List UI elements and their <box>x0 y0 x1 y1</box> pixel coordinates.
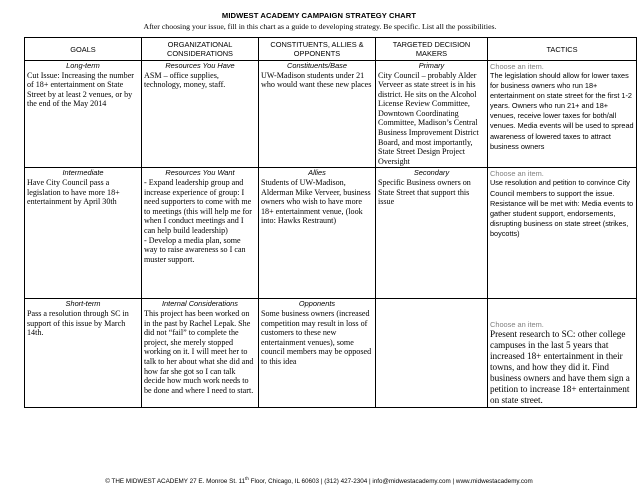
org-label: Internal Considerations <box>161 299 238 309</box>
tactics-text[interactable]: Use resolution and petition to convince City Council members to support the issue. Resistance will be met with: Media events to gather student support, endorsements, disrupting business on state street (strikes, boycotts) <box>490 178 634 238</box>
constituents-label: Allies <box>308 168 326 178</box>
constituents-text[interactable]: Students of UW-Madison, Alderman Mike Verveer, business owners who wish to have more 18+ entertainment venue, (look into: Hawks Restraunt) <box>261 177 371 226</box>
constituents-cell <box>259 61 376 168</box>
goal-label: Long-term <box>66 61 100 70</box>
header-organizational-considerations: ORGANIZATIONAL CONSIDERATIONS <box>142 38 259 61</box>
constituents-text[interactable]: UW-Madison students under 21 who would want these new places <box>261 70 372 90</box>
header-goals: GOALS <box>25 38 142 61</box>
goal-cell <box>25 168 142 299</box>
header-targeted-decision-makers: TARGETED DECISION MAKERS <box>376 38 488 61</box>
constituents-label: Constituents/Base <box>287 61 347 70</box>
tactics-cell <box>488 61 637 168</box>
header-row <box>25 38 637 61</box>
table-row <box>25 168 637 299</box>
org-cell <box>142 61 259 168</box>
org-text[interactable]: ASM – office supplies, technology, money, staff. <box>144 70 226 90</box>
constituents-cell <box>259 299 376 408</box>
tactics-text[interactable]: Present research to SC: other college campuses in the last 5 years that increased 18+ entertainment in their towns, and how they did it. Find business owners and have them sign a petition to increase 18+ entertainment on state street. <box>490 329 630 406</box>
constituents-label: Opponents <box>298 299 336 309</box>
org-label: Resources You Want <box>165 168 235 178</box>
tactics-cell <box>488 168 637 299</box>
tactics-text[interactable]: The legislation should allow for lower taxes for business owners who run 18+ entertainment on state street for the first 1-2 years. Owners who run 21+ and 18+ venues, receive lower taxes for both/all venues. Media events will be used to spread awareness of lowered taxes to attract business owners <box>490 71 634 151</box>
targets-cell <box>376 61 488 168</box>
footer-suffix: Floor, Chicago, IL 60603 | (312) 427-2304 | info@midwestacademy.com | www.midwestacademy.com <box>248 478 533 486</box>
org-text[interactable]: - Expand leadership group and increase experience of group: I need supporters to come with me to meetings (this will help me for when I conduct meetings and I can help build leadership) - Develop a media plan, some way to raise awareness so I can muster support. <box>144 177 252 264</box>
choose-item-dropdown[interactable]: Choose an item. <box>490 62 544 71</box>
org-cell <box>142 299 259 408</box>
org-text[interactable]: This project has been worked on in the past by Rachel Lepak. She did not “fail” to complete the project, she merely stopped working on it. I will meet her to talk to her about what she did and how far she got so I can talk decide how much work needs to be done and where I need to start. <box>144 308 254 395</box>
table-row <box>25 299 637 408</box>
constituents-text[interactable]: Some business owners (increased competition may result in loss of customers to these new entertainment venues), some council members may be opposed to this idea <box>261 308 372 366</box>
goal-text[interactable]: Have City Council pass a legislation to have more 18+ entertainment by April 30th <box>27 177 120 207</box>
goal-text[interactable]: Pass a resolution through SC in support of this issue by March 14th. <box>27 308 129 338</box>
header-tactics: TACTICS <box>488 38 637 61</box>
constituents-cell <box>259 168 376 299</box>
targets-cell <box>376 168 488 299</box>
targets-text[interactable]: Specific Business owners on State Street that support this issue <box>378 177 471 207</box>
choose-item-dropdown[interactable]: Choose an item. <box>490 320 544 330</box>
targets-label: Secondary <box>413 168 450 178</box>
table-row <box>25 61 637 168</box>
footer-contact <box>0 476 638 485</box>
org-label: Resources You Have <box>165 61 235 70</box>
footer-prefix: © THE MIDWEST ACADEMY 27 E. Monroe St. 11 <box>105 478 246 486</box>
goal-label: Short-term <box>65 299 101 309</box>
goal-cell <box>25 299 142 408</box>
goal-label: Intermediate <box>62 168 104 178</box>
footer-superscript: th <box>245 476 249 481</box>
header-constituents-allies-opponents: CONSTITUENTS, ALLIES & OPPONENTS <box>259 38 376 61</box>
targets-label: Primary <box>418 61 445 70</box>
choose-item-dropdown[interactable]: Choose an item. <box>490 169 544 179</box>
strategy-table <box>24 37 637 408</box>
goal-text[interactable]: Cut Issue: Increasing the number of 18+ entertainment on State Street by at least 2 venues, or by the end of the May 2014 <box>27 70 134 109</box>
goal-cell <box>25 61 142 168</box>
org-cell <box>142 168 259 299</box>
targets-cell <box>376 299 488 408</box>
document-subtitle: After choosing your issue, fill in this chart as a guide to developing strategy. Be specific. List all the possibilities. <box>143 22 497 31</box>
document-title: MIDWEST ACADEMY CAMPAIGN STRATEGY CHART <box>221 11 417 20</box>
targets-text[interactable]: City Council – probably Alder Verveer as state street is in his district. He sits on the Alcohol License Review Committee, Downtown Coordinating Committee, Madison’s Central Business Improvement District Board, and most importantly, State Street Design Project Oversight <box>378 70 479 166</box>
tactics-cell <box>488 299 637 408</box>
